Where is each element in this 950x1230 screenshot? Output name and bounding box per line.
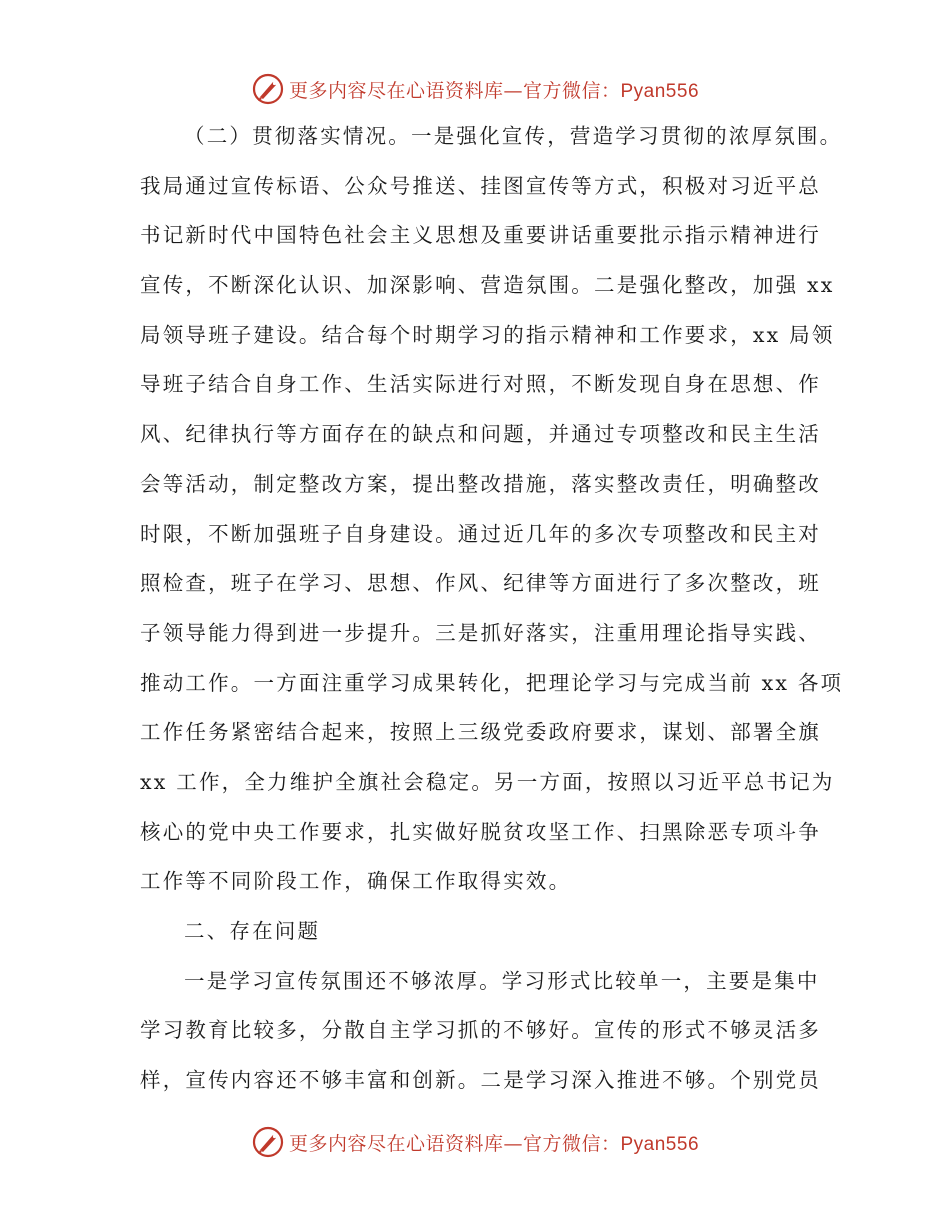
text-line: 工作任务紧密结合起来，按照上三级党委政府要求，谋划、部署全旗 [140, 720, 821, 745]
text-line: 工作等不同阶段工作，确保工作取得实效。 [140, 869, 572, 894]
text-line: 局领导班子建设。结合每个时期学习的指示精神和工作要求，xx 局领 [140, 322, 835, 347]
text-line: 照检查，班子在学习、思想、作风、纪律等方面进行了多次整改，班 [140, 571, 821, 596]
text-line: 推动工作。一方面注重学习成果转化，把理论学习与完成当前 xx 各项 [140, 670, 844, 695]
text-line: 核心的党中央工作要求，扎实做好脱贫攻坚工作、扫黑除恶专项斗争 [140, 819, 821, 844]
wechat-id: Pyan556 [620, 80, 700, 102]
text-line: 宣传，不断深化认识、加深影响、营造氛围。二是强化整改，加强 xx [140, 273, 835, 298]
banner-text [289, 1129, 699, 1156]
banner-label: 更多内容尽在心语资料库—官方微信： [288, 79, 621, 102]
text-line: 我局通过宣传标语、公众号推送、挂图宣传等方式，积极对习近平总 [140, 173, 821, 198]
pen-logo-icon [251, 72, 285, 106]
text-line: （二）贯彻落实情况。一是强化宣传，营造学习贯彻的浓厚氛围。 [184, 124, 843, 148]
text-line: xx 工作，全力维护全旗社会稳定。另一方面，按照以习近平总书记为 [140, 769, 835, 794]
document-body [140, 112, 844, 1106]
banner-inner [251, 72, 699, 106]
footer-banner [0, 1122, 950, 1162]
text-line: 风、纪律执行等方面存在的缺点和问题，并通过专项整改和民主生活 [140, 422, 821, 447]
wechat-id: Pyan556 [620, 1133, 700, 1155]
text-line: 一是学习宣传氛围还不够浓厚。学习形式比较单一，主要是集中 [184, 968, 820, 993]
banner-text [289, 76, 699, 103]
text-line: 导班子结合自身工作、生活实际进行对照，不断发现自身在思想、作 [140, 372, 821, 397]
banner-label: 更多内容尽在心语资料库—官方微信： [288, 1132, 621, 1155]
header-banner [0, 69, 950, 109]
pen-logo-icon [251, 1125, 285, 1159]
text-line: 会等活动，制定整改方案，提出整改措施，落实整改责任，明确整改 [140, 471, 821, 496]
text-line: 子领导能力得到进一步提升。三是抓好落实，注重用理论指导实践、 [140, 620, 821, 645]
text-line: 学习教育比较多，分散自主学习抓的不够好。宣传的形式不够灵活多 [140, 1018, 821, 1043]
banner-inner [251, 1125, 699, 1159]
text-line: 样，宣传内容还不够丰富和创新。二是学习深入推进不够。个别党员 [140, 1068, 821, 1093]
text-line: 二、存在问题 [184, 919, 321, 943]
text-line: 书记新时代中国特色社会主义思想及重要讲话重要批示指示精神进行 [140, 223, 821, 248]
text-line: 时限，不断加强班子自身建设。通过近几年的多次专项整改和民主对 [140, 521, 821, 546]
